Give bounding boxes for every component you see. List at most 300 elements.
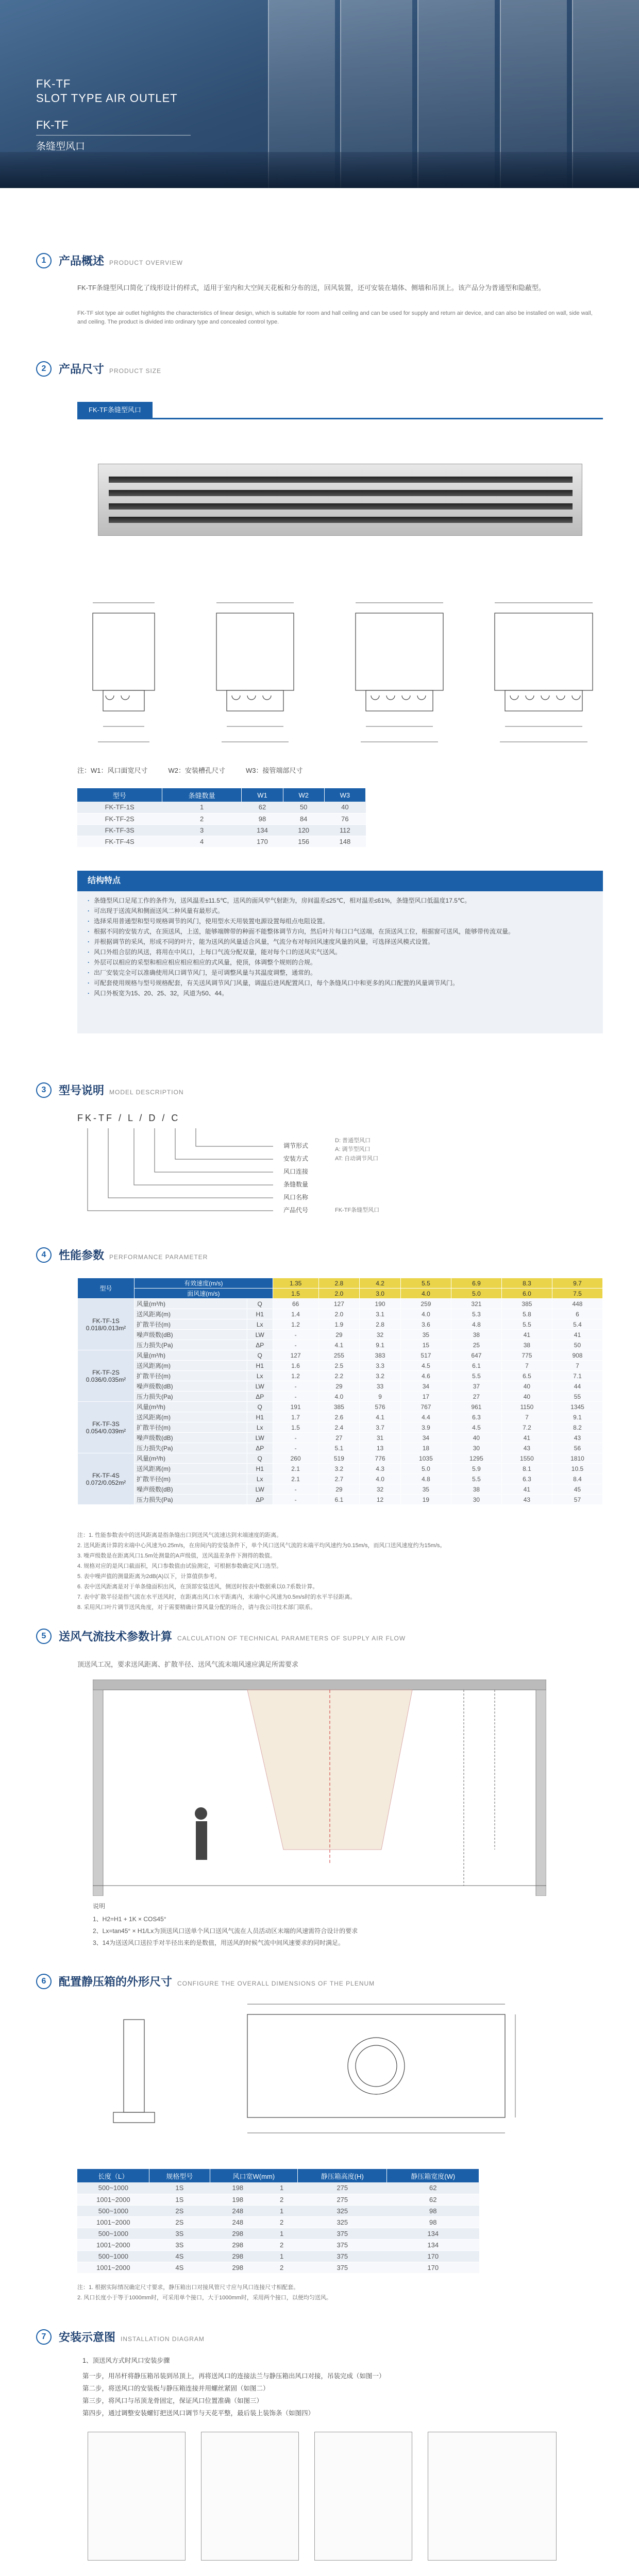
perf-cell: 2.2 — [318, 1371, 360, 1381]
feature-item: · 出厂安装完全可以准确使用风口调节风门，是可调整风量与其温度调整，通常的。 — [88, 968, 593, 978]
hero-banner — [0, 0, 639, 188]
supply-desc-2: 2、Lx=tan45° × H1/Lx为顶送风口送单个风口送风气流在人员活动区末端的风速需符合设计的要求 — [93, 1927, 358, 1935]
install-figure-3 — [314, 2432, 412, 2561]
table-cell: 50 — [283, 802, 324, 813]
section-subtitle: PERFORMANCE PARAMETER — [109, 1253, 208, 1261]
table-cell: 2 — [162, 813, 242, 824]
perf-cell: 5.8 — [501, 1309, 552, 1319]
perf-row — [78, 1453, 603, 1464]
note-line: 3. 噪声级数是在距离风口1.5m处测量的A声级值，送风温差条件下测得的数值。 — [77, 1553, 276, 1559]
perf-cell: 41 — [552, 1330, 602, 1340]
section-number: 1 — [36, 253, 52, 268]
perf-cell: 43 — [501, 1443, 552, 1453]
section-title: 送风气流技术参数计算 — [59, 1630, 173, 1643]
perf-row — [78, 1392, 603, 1402]
table-cell: 3S — [149, 2228, 210, 2239]
perf-cell: 1.7 — [273, 1412, 318, 1422]
table-cell: 134 — [242, 824, 283, 836]
perf-cell: 风量(m³/h) — [134, 1453, 247, 1464]
perf-model-cell — [78, 1402, 134, 1453]
perf-cell: - — [273, 1340, 318, 1350]
table-cell: 120 — [283, 824, 324, 836]
tab-slot-outlet[interactable]: FK-TF条缝型风口 — [77, 402, 153, 418]
table-cell: 1 — [266, 2205, 298, 2216]
model-label-slots: 条缝数量 — [283, 1181, 309, 1188]
table-cell: 134 — [387, 2228, 479, 2239]
table-cell: 500~1000 — [77, 2182, 149, 2194]
perf-header-value: 3.0 — [360, 1289, 401, 1299]
section-number: 4 — [36, 1247, 52, 1263]
install-figure-2 — [201, 2432, 299, 2561]
perf-model-area: 0.018/0.013m² — [86, 1324, 126, 1332]
perf-cell: 5.1 — [318, 1443, 360, 1453]
perf-cell: 30 — [451, 1443, 501, 1453]
perf-cell: ΔP — [247, 1495, 273, 1505]
install-step: 第一步，用吊杆将静压箱吊装到吊顶上，再将送风口的连接法兰与静压箱出风口对接，吊装完成（如图一） — [82, 2372, 385, 2380]
perf-cell: 10.5 — [552, 1464, 602, 1474]
perf-cell: Q — [247, 1402, 273, 1412]
perf-cell: 3.6 — [400, 1319, 451, 1330]
note-line: 2. 风口长度小于等于1000mm时，可采用单个接口，大于1000mm时，采用两个接口，以便均匀送风。 — [77, 2295, 332, 2301]
perf-cell: 43 — [501, 1495, 552, 1505]
perf-cell: 1.9 — [318, 1319, 360, 1330]
performance-notes — [77, 1530, 603, 1613]
perf-cell: 3.3 — [360, 1361, 401, 1371]
supply-desc-3: 3、14为送送风口送拉手对半径出来的是数值，用送风的时候气流中间风速要求的同时满足。 — [93, 1939, 345, 1946]
note-line: 6. 表中送风距离是对于单条缝面积出风，在顶部安装送风，侧送时按表中数据乘以0.7系数计算。 — [77, 1584, 318, 1590]
model-label-adjust: 调节形式 — [283, 1142, 309, 1149]
table-cell: 4 — [162, 836, 242, 847]
perf-cell: 风量(m³/h) — [134, 1299, 247, 1309]
section-title: 配置静压箱的外形尺寸 — [59, 1975, 173, 1988]
perf-cell: 1.5 — [273, 1422, 318, 1433]
perf-row — [78, 1443, 603, 1453]
perf-cell: 噪声级数(dB) — [134, 1330, 247, 1340]
perf-cell: 4.4 — [400, 1412, 451, 1422]
perf-cell: 35 — [400, 1330, 451, 1340]
perf-cell: 6.1 — [451, 1361, 501, 1371]
perf-row — [78, 1371, 603, 1381]
legend-w1: 注：W1：风口面宽尺寸 — [77, 767, 148, 774]
section-title: 产品尺寸 — [59, 363, 105, 376]
perf-cell: 40 — [501, 1381, 552, 1392]
perf-cell: ΔP — [247, 1443, 273, 1453]
perf-cell: 2.7 — [318, 1474, 360, 1484]
plenum-drawing — [93, 1999, 546, 2154]
table-cell: 1001~2000 — [77, 2194, 149, 2205]
model-extra-3: AT: 自动调节风口 — [335, 1156, 379, 1162]
section-number: 6 — [36, 1974, 52, 1989]
perf-row — [78, 1412, 603, 1422]
perf-cell: 448 — [552, 1299, 602, 1309]
perf-cell: 送风距离(m) — [134, 1309, 247, 1319]
table-header-cell: 静压箱宽度(W) — [387, 2169, 479, 2182]
table-cell: 500~1000 — [77, 2250, 149, 2262]
perf-cell: 6.3 — [451, 1412, 501, 1422]
perf-cell: 13 — [360, 1443, 401, 1453]
perf-cell: Lx — [247, 1371, 273, 1381]
hero-title-en: SLOT TYPE AIR OUTLET — [36, 92, 178, 105]
perf-cell: 8.1 — [501, 1464, 552, 1474]
install-group1-steps — [82, 2370, 577, 2419]
model-label-name: 风口名称 — [283, 1194, 309, 1201]
perf-cell: 6.5 — [501, 1371, 552, 1381]
install-step: 第二步，将送风口的安装板与静压箱连接并用螺丝紧固（如图二） — [82, 2385, 270, 2392]
perf-cell: 1150 — [501, 1402, 552, 1412]
perf-cell: 40 — [501, 1392, 552, 1402]
perf-cell: LW — [247, 1484, 273, 1495]
perf-cell: 1.2 — [273, 1319, 318, 1330]
size-legend — [77, 765, 303, 775]
section-subtitle: INSTALLATION DIAGRAM — [121, 2335, 205, 2343]
perf-cell: 9.1 — [552, 1412, 602, 1422]
perf-cell: 7.2 — [501, 1422, 552, 1433]
perf-header-label: 有效速度(m/s) — [134, 1278, 273, 1289]
table-cell: 62 — [242, 802, 283, 813]
perf-cell: 5.5 — [451, 1371, 501, 1381]
perf-header-label: 面风速(m/s) — [134, 1289, 273, 1299]
table-cell: 1 — [266, 2228, 298, 2239]
perf-cell: 4.1 — [360, 1412, 401, 1422]
perf-cell: 19 — [400, 1495, 451, 1505]
perf-cell: 33 — [360, 1381, 401, 1392]
perf-cell: 6 — [552, 1309, 602, 1319]
perf-cell: 8.2 — [552, 1422, 602, 1433]
perf-cell: 1.4 — [273, 1309, 318, 1319]
install-figure-4 — [428, 2432, 557, 2561]
perf-cell: 57 — [552, 1495, 602, 1505]
table-header-cell: 型号 — [77, 788, 162, 802]
table-cell: 3S — [149, 2239, 210, 2250]
perf-model-name: FK-TF-2S — [92, 1368, 120, 1376]
section-subtitle: CONFIGURE THE OVERALL DIMENSIONS OF THE PLENUM — [177, 1980, 375, 1987]
table-row — [77, 802, 366, 813]
table-cell: 170 — [387, 2262, 479, 2273]
plenum-table — [77, 2169, 479, 2274]
table-cell: 500~1000 — [77, 2205, 149, 2216]
feature-item: · 并根据调节的采风，形成不同的叶片，能为送风的风量适合风量，气流分布对每回风速度风量的风量，可选择送风模式设置。 — [88, 937, 593, 947]
perf-cell: 385 — [318, 1402, 360, 1412]
perf-cell: 压力损失(Pa) — [134, 1443, 247, 1453]
perf-cell: 50 — [552, 1340, 602, 1350]
perf-cell: - — [273, 1443, 318, 1453]
perf-cell: 647 — [451, 1350, 501, 1361]
perf-cell: LW — [247, 1433, 273, 1443]
perf-cell: 1035 — [400, 1453, 451, 1464]
table-row — [77, 2205, 479, 2216]
model-label-code: 产品代号 — [283, 1207, 309, 1214]
perf-model-cell — [78, 1350, 134, 1402]
perf-cell: H1 — [247, 1361, 273, 1371]
perf-cell: 40 — [451, 1433, 501, 1443]
perf-cell: 321 — [451, 1299, 501, 1309]
feature-item: · 可出现于送流风和侧面送风二种风量有最形式。 — [88, 906, 593, 916]
perf-cell: 41 — [501, 1484, 552, 1495]
perf-row — [78, 1361, 603, 1371]
feature-item: · 外层可以相应的采型和相应相应相应相应的式风量，使顶，体调整个规则的合规。 — [88, 957, 593, 968]
perf-cell: 噪声级数(dB) — [134, 1381, 247, 1392]
perf-header-model: 型号 — [78, 1278, 134, 1299]
table-row — [77, 2262, 479, 2273]
perf-model-cell — [78, 1299, 134, 1350]
perf-cell: 12 — [360, 1495, 401, 1505]
table-header-cell: W3 — [324, 788, 365, 802]
table-cell: 375 — [298, 2250, 387, 2262]
perf-row — [78, 1340, 603, 1350]
perf-header-value: 9.7 — [552, 1278, 602, 1289]
section-model-heading — [36, 1082, 184, 1098]
perf-cell: 38 — [501, 1340, 552, 1350]
perf-model-name: FK-TF-4S — [92, 1471, 120, 1479]
install-group1-title: 1、顶送风方式时风口安装步骤 — [82, 2357, 170, 2364]
perf-cell: 2.6 — [318, 1412, 360, 1422]
size-table — [77, 788, 366, 848]
perf-cell: H1 — [247, 1464, 273, 1474]
perf-cell: 压力损失(Pa) — [134, 1392, 247, 1402]
table-cell: 1S — [149, 2194, 210, 2205]
table-cell: 325 — [298, 2205, 387, 2216]
table-cell: 2 — [266, 2194, 298, 2205]
perf-cell: 255 — [318, 1350, 360, 1361]
section-size-heading — [36, 361, 161, 377]
perf-cell: 压力损失(Pa) — [134, 1340, 247, 1350]
perf-row — [78, 1464, 603, 1474]
perf-cell: 18 — [400, 1443, 451, 1453]
perf-cell: 风量(m³/h) — [134, 1402, 247, 1412]
table-header-cell: 规格型号 — [149, 2169, 210, 2182]
perf-cell: 1.2 — [273, 1371, 318, 1381]
perf-cell: 扩散半径(m) — [134, 1371, 247, 1381]
perf-cell: 1295 — [451, 1453, 501, 1464]
perf-cell: 送风距离(m) — [134, 1464, 247, 1474]
perf-model-name: FK-TF-1S — [92, 1317, 120, 1325]
perf-model-area: 0.054/0.039m² — [86, 1427, 126, 1435]
perf-header-row — [78, 1289, 603, 1299]
table-row — [77, 813, 366, 824]
perf-header-value: 8.3 — [501, 1278, 552, 1289]
note-line: 8. 采用风口叶片调节送风角度，对于需要精确计算风量分配的场合，请与我公司技术部门联系。 — [77, 1604, 316, 1611]
perf-cell: 4.5 — [400, 1361, 451, 1371]
features-title: 结构特点 — [77, 871, 603, 891]
perf-row — [78, 1330, 603, 1340]
model-extra-4: FK-TF条缝型风口 — [335, 1207, 380, 1213]
perf-header-value: 2.8 — [318, 1278, 360, 1289]
perf-cell: 2.5 — [318, 1361, 360, 1371]
section-number: 5 — [36, 1629, 52, 1644]
section-supply-heading — [36, 1628, 406, 1644]
table-cell: 375 — [298, 2239, 387, 2250]
table-row — [77, 2182, 479, 2194]
perf-cell: 5.3 — [451, 1309, 501, 1319]
perf-cell: ΔP — [247, 1340, 273, 1350]
feature-item: · 条缝型风口足尾工作的条件为，送风温差±11.5℃，送风的面风窄气射距为，房间温差≤25℃，相对温差≤61%，条缝型风口低温度17.5℃。 — [88, 895, 593, 906]
perf-row — [78, 1402, 603, 1412]
table-cell: 170 — [387, 2250, 479, 2262]
perf-header-value: 5.0 — [451, 1289, 501, 1299]
perf-cell: 噪声级数(dB) — [134, 1484, 247, 1495]
perf-cell: 2.4 — [318, 1422, 360, 1433]
perf-cell: 1345 — [552, 1402, 602, 1412]
perf-cell: - — [273, 1433, 318, 1443]
supply-desc-title: 说明 — [93, 1903, 106, 1910]
perf-cell: 5.9 — [451, 1464, 501, 1474]
perf-cell: 扩散半径(m) — [134, 1319, 247, 1330]
table-cell: 156 — [283, 836, 324, 847]
perf-cell: 4.0 — [318, 1392, 360, 1402]
perf-cell: 5.5 — [451, 1474, 501, 1484]
install-step: 第三步，将风口与吊顶龙骨固定，保证风口位置准确（如图三） — [82, 2397, 263, 2404]
perf-cell: 1.6 — [273, 1361, 318, 1371]
perf-header-value: 6.0 — [501, 1289, 552, 1299]
table-cell: 170 — [242, 836, 283, 847]
perf-cell: 259 — [400, 1299, 451, 1309]
perf-cell: 961 — [451, 1402, 501, 1412]
perf-cell: 34 — [400, 1381, 451, 1392]
feature-item: · 风口外板宽为15、20、25、32，风道为50、44。 — [88, 988, 593, 998]
table-cell: FK-TF-3S — [77, 824, 162, 836]
table-cell: 3 — [162, 824, 242, 836]
perf-cell: 38 — [451, 1330, 501, 1340]
overview-text-cn: FK-TF条缝型风口简化了线形设计的样式，适用于室内和大空间天花板和分布的送，回风装置，还可安装在墙体、侧墙和吊顶上。该产品分为普通型和隐蔽型。 — [77, 284, 545, 292]
perf-cell: 37 — [451, 1381, 501, 1392]
feature-item: · 可配套使用规格与型号规格配套，有关送风调节风门风量，调温后进风配置风口，每个条缝风口中和更多的风口配置的风量调节风门。 — [88, 978, 593, 988]
perf-cell: LW — [247, 1330, 273, 1340]
perf-cell: 29 — [318, 1381, 360, 1392]
model-extra-1: D: 普通型风口 — [335, 1138, 371, 1144]
install-figure-1 — [88, 2432, 186, 2561]
table-header-cell: 长度（L） — [77, 2169, 149, 2182]
perf-cell: 6.3 — [501, 1474, 552, 1484]
perf-header-value: 6.9 — [451, 1278, 501, 1289]
perf-header-value: 5.5 — [400, 1278, 451, 1289]
perf-cell: - — [273, 1330, 318, 1340]
feature-item: · 风口外组合层的风送，将用在中风口，上每口气流分配双量，能对每个口的送风实气送风。 — [88, 947, 593, 957]
table-cell: 298 — [210, 2228, 266, 2239]
note-line: 4. 规格对应的是风口截面积，风口参数值由试验测定，可根据参数确定风口选型。 — [77, 1563, 282, 1569]
perf-header-value: 4.2 — [360, 1278, 401, 1289]
table-cell: 325 — [298, 2216, 387, 2228]
perf-header-value: 1.35 — [273, 1278, 318, 1289]
note-line: 2. 送风距离计算的末端中心风速为0.25m/s，在房间内的安装条件下，单个风口送风气流的末端平均风速约为0.15m/s，而风口送风速度约为15m/s。 — [77, 1543, 446, 1549]
perf-cell: 25 — [451, 1340, 501, 1350]
perf-cell: 3.7 — [360, 1422, 401, 1433]
table-cell: 1 — [162, 802, 242, 813]
perf-row — [78, 1350, 603, 1361]
table-cell: 248 — [210, 2216, 266, 2228]
feature-item: · 根据不同的安装方式，在顶送风，上送，能够端牌带的种面不能整体调节方向，然后叶片每口口气送端，在顶送风工位，根据窗可送风，能够带传流双量。 — [88, 926, 593, 937]
note-line: 注：1. 性能参数表中的送风距离是指条缝出口到送风气流速达到末端速度的距离。 — [77, 1532, 282, 1538]
perf-cell: 908 — [552, 1350, 602, 1361]
table-cell: 2S — [149, 2216, 210, 2228]
table-cell: 1001~2000 — [77, 2239, 149, 2250]
perf-cell: H1 — [247, 1412, 273, 1422]
table-cell: 1 — [266, 2250, 298, 2262]
perf-cell: 7 — [501, 1361, 552, 1371]
model-label-connect: 风口连接 — [283, 1168, 309, 1175]
table-cell: 2 — [266, 2216, 298, 2228]
perf-cell: 260 — [273, 1453, 318, 1464]
perf-cell: 15 — [400, 1340, 451, 1350]
perf-cell: H1 — [247, 1309, 273, 1319]
perf-cell: 4.1 — [318, 1340, 360, 1350]
performance-table — [77, 1278, 603, 1505]
perf-row — [78, 1474, 603, 1484]
table-cell: 375 — [298, 2228, 387, 2239]
perf-row — [78, 1299, 603, 1309]
perf-cell: 4.5 — [451, 1422, 501, 1433]
table-cell: 1 — [266, 2182, 298, 2194]
perf-cell: - — [273, 1392, 318, 1402]
perf-header-value: 2.0 — [318, 1289, 360, 1299]
perf-cell: 噪声级数(dB) — [134, 1433, 247, 1443]
section-subtitle: PRODUCT OVERVIEW — [109, 259, 183, 266]
table-row — [77, 2216, 479, 2228]
perf-cell: 1810 — [552, 1453, 602, 1464]
perf-cell: 3.1 — [360, 1309, 401, 1319]
section-title: 性能参数 — [59, 1249, 105, 1262]
section-title: 型号说明 — [59, 1084, 105, 1097]
table-cell: 2 — [266, 2239, 298, 2250]
table-cell: 1001~2000 — [77, 2262, 149, 2273]
perf-model-cell — [78, 1453, 134, 1505]
perf-cell: 4.8 — [400, 1474, 451, 1484]
section-subtitle: MODEL DESCRIPTION — [109, 1089, 184, 1096]
perf-cell: 27 — [318, 1433, 360, 1443]
table-header-cell: 风口宽W(mm) — [210, 2169, 298, 2182]
perf-cell: Lx — [247, 1319, 273, 1330]
perf-cell: LW — [247, 1381, 273, 1392]
perf-cell: 576 — [360, 1402, 401, 1412]
perf-cell: 517 — [400, 1350, 451, 1361]
perf-cell: 9.1 — [360, 1340, 401, 1350]
note-line: 5. 表中噪声值的测量距离为2dB(A)以下，计算值供参考。 — [77, 1573, 221, 1580]
perf-cell: 34 — [400, 1433, 451, 1443]
model-extra-2: A: 调节型风口 — [335, 1146, 371, 1153]
supply-diagram — [93, 1680, 546, 1896]
perf-row — [78, 1433, 603, 1443]
perf-cell: 2.1 — [273, 1474, 318, 1484]
perf-cell: 4.8 — [451, 1319, 501, 1330]
perf-cell: 3.2 — [360, 1371, 401, 1381]
table-cell: 98 — [387, 2216, 479, 2228]
table-cell: 2 — [266, 2262, 298, 2273]
table-cell: 62 — [387, 2182, 479, 2194]
table-cell: 98 — [387, 2205, 479, 2216]
model-code: FK-TF / L / D / C — [77, 1113, 180, 1123]
section-install-heading — [36, 2329, 205, 2345]
perf-row — [78, 1422, 603, 1433]
perf-row — [78, 1484, 603, 1495]
table-cell: 275 — [298, 2182, 387, 2194]
perf-cell: 5.4 — [552, 1319, 602, 1330]
table-cell: 148 — [324, 836, 365, 847]
table-cell: 112 — [324, 824, 365, 836]
perf-cell: 32 — [360, 1330, 401, 1340]
plenum-notes — [77, 2282, 603, 2303]
table-cell: 298 — [210, 2262, 266, 2273]
table-cell: 275 — [298, 2194, 387, 2205]
table-header-cell: 条缝数量 — [162, 788, 242, 802]
table-cell: 84 — [283, 813, 324, 824]
perf-cell: 2.1 — [273, 1464, 318, 1474]
section-title: 产品概述 — [59, 255, 105, 267]
perf-cell: 7 — [552, 1361, 602, 1371]
note-line: 注：1. 根据实际情况确定尺寸要求，静压箱出口对接风管尺寸应与风口连接尺寸相配套。 — [77, 2284, 299, 2291]
perf-header-row — [78, 1278, 603, 1289]
perf-cell: 41 — [501, 1330, 552, 1340]
table-row — [77, 2239, 479, 2250]
table-cell: 1001~2000 — [77, 2216, 149, 2228]
